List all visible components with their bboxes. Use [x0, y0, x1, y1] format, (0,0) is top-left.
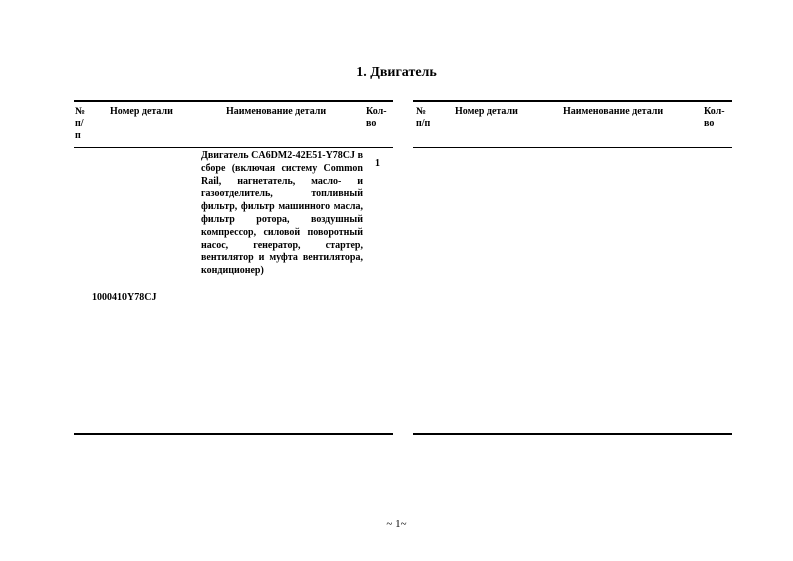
header-part-name: Наименование детали [563, 106, 664, 117]
header-part-number: Номер детали [455, 106, 518, 117]
header-number [75, 106, 85, 142]
header-quantity-line1: Кол- [366, 106, 387, 117]
table-top-rule [413, 100, 732, 102]
header-quantity-line2: во [704, 118, 715, 129]
row-part-name: Двигатель CA6DM2-42E51-Y78CJ в сборе (включая систему Common Rail, нагнетатель, масло- и газоотделитель, топливный фильтр, фильтр машинного масла, фильтр ротора, воздушный компрессор, силовой поворотный насос, генератор, стартер, вентилятор и муфта вентилятора, кондиционер) [201, 150, 363, 277]
header-number [416, 106, 430, 130]
header-number-line1: № [75, 106, 86, 117]
header-number-line1: № [416, 106, 427, 117]
table-bottom-rule [74, 433, 393, 435]
table-header-rule [74, 147, 393, 148]
header-quantity [704, 106, 725, 130]
page-title: 1. Двигатель [356, 65, 437, 80]
header-part-number: Номер детали [110, 106, 173, 117]
header-part-name: Наименование детали [226, 106, 327, 117]
header-number-line2: п/п [416, 118, 431, 129]
header-quantity-line2: во [366, 118, 377, 129]
table-header-rule [413, 147, 732, 148]
header-quantity [366, 106, 387, 130]
header-number-line2: п/ [75, 118, 84, 129]
header-quantity-line1: Кол- [704, 106, 725, 117]
row-quantity: 1 [375, 158, 380, 169]
row-part-number: 1000410Y78CJ [92, 292, 157, 303]
parts-table-right [413, 100, 732, 435]
header-number-line3: п [75, 130, 81, 141]
parts-table-left [74, 100, 393, 435]
table-top-rule [74, 100, 393, 102]
table-bottom-rule [413, 433, 732, 435]
page-number: ~ 1~ [386, 518, 407, 530]
